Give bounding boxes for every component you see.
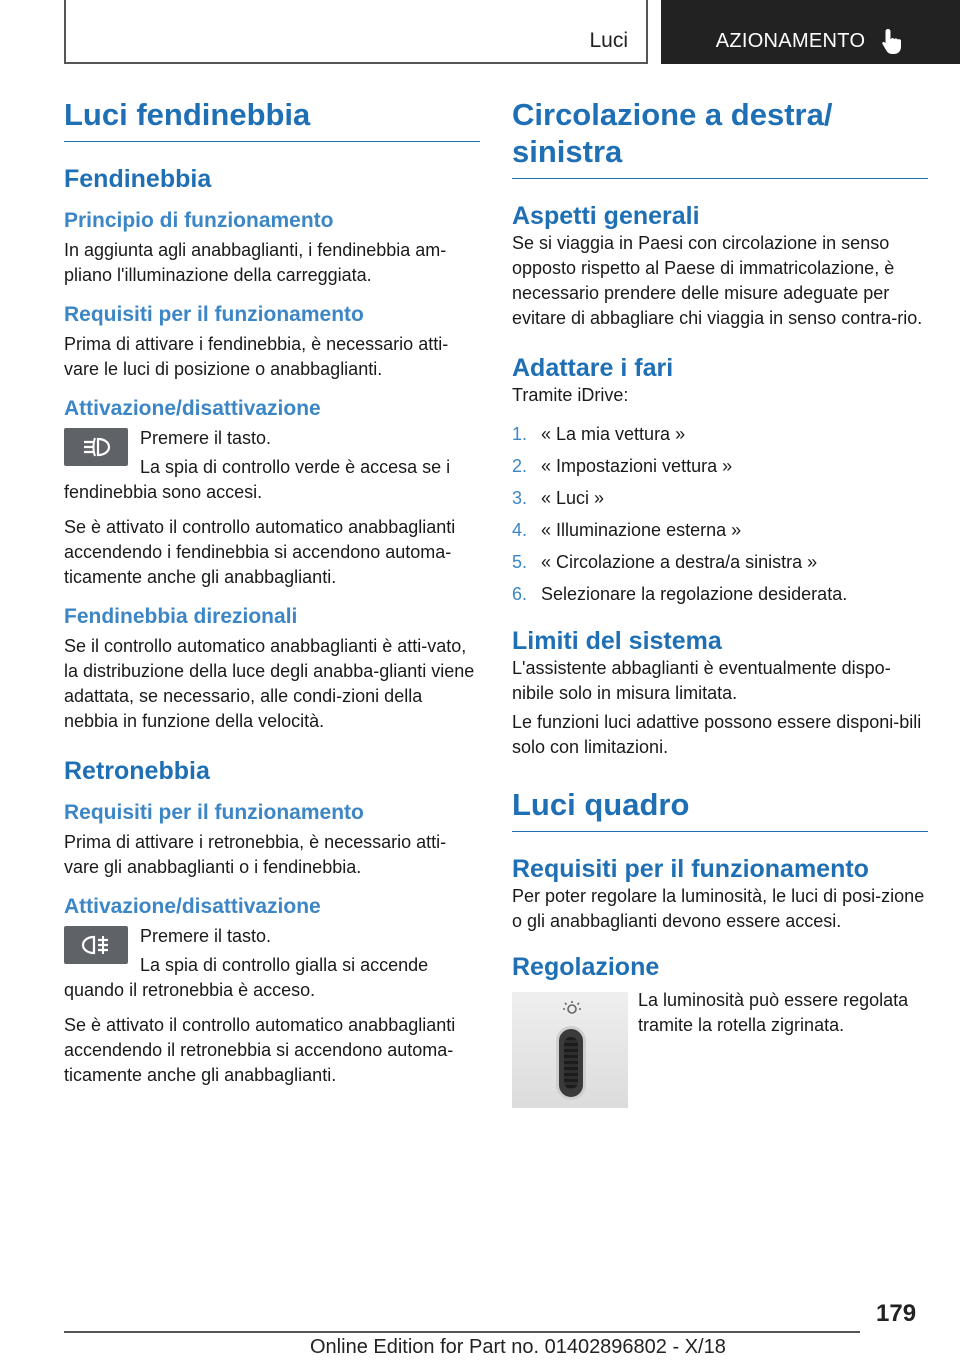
step-text: « Impostazioni vettura » — [541, 456, 733, 476]
heading-front-fog-activation: Attivazione/disattivazione — [64, 397, 321, 420]
text-rear-fog-indicator: La spia di controllo gialla si accende quando il retronebbia è acceso. — [64, 955, 429, 1000]
left-column — [64, 96, 480, 1098]
text-rear-fog-requirements: Prima di attivare i retronebbia, è necessario atti-vare gli anabbaglianti o i fendinebbia. — [64, 832, 447, 877]
step-number: 1. — [512, 424, 528, 444]
heading-rear-fog-activation: Attivazione/disattivazione — [64, 895, 321, 918]
footer-divider — [64, 1331, 860, 1333]
text-rear-fog-press: Premere il tasto. — [140, 926, 272, 946]
list-item — [512, 546, 928, 578]
rear-fog-light-icon — [79, 932, 113, 958]
knurled-wheel — [556, 1026, 586, 1100]
header-section-title: Luci — [589, 29, 628, 52]
front-fog-button-image — [64, 428, 128, 466]
front-fog-activation-block — [64, 426, 480, 515]
heading-adapt-headlights: Adattare i fari — [512, 354, 674, 382]
heading-directional-fog: Fendinebbia direzionali — [64, 605, 298, 628]
step-number: 4. — [512, 520, 528, 540]
heading-front-fog-requirements: Requisiti per il funzionamento — [64, 303, 364, 326]
text-directional-fog: Se il controllo automatico anabbaglianti è atti-vato, la distribuzione della luce degli anabba-glianti viene adattata, se necessario, alle condi-zioni della nebbia in funzione della velocità. — [64, 636, 475, 731]
heading-system-limits: Limiti del sistema — [512, 627, 722, 655]
pointing-hand-icon — [879, 27, 905, 55]
list-item — [512, 482, 928, 514]
step-text: « Illuminazione esterna » — [541, 520, 742, 540]
header-chapter-title: AZIONAMENTO — [715, 29, 866, 52]
header-chapter-tab — [661, 0, 960, 64]
heading-adjustment: Regolazione — [512, 953, 660, 981]
step-text: Selezionare la regolazione desiderata. — [541, 584, 848, 604]
step-text: « La mia vettura » — [541, 424, 686, 444]
front-fog-light-icon — [79, 434, 113, 460]
text-front-fog-press: Premere il tasto. — [140, 428, 272, 448]
section-title-traffic-side: Circolazione a destra/ sinistra — [512, 96, 928, 179]
step-text: « Circolazione a destra/a sinistra » — [541, 552, 818, 572]
list-item — [512, 418, 928, 450]
step-number: 5. — [512, 552, 528, 572]
step-text: « Luci » — [541, 488, 605, 508]
rear-fog-activation-block — [64, 924, 480, 1013]
header-section-box — [64, 0, 648, 64]
instrument-lighting-dimmer-wheel — [512, 992, 628, 1108]
adjustment-block — [512, 988, 928, 1112]
section-title-fog-lights: Luci fendinebbia — [64, 96, 480, 142]
idrive-steps-list — [512, 418, 928, 610]
heading-principle: Principio di funzionamento — [64, 209, 334, 232]
step-number: 6. — [512, 584, 528, 604]
text-idrive-intro: Tramite iDrive: — [512, 385, 629, 405]
list-item — [512, 450, 928, 482]
list-item — [512, 514, 928, 546]
text-general: Se si viaggia in Paesi con circolazione in senso opposto rispetto al Paese di immatricolazione, è necessario prendere delle misure adeguate per evitare di abbagliare chi viaggia in senso contra-rio. — [512, 233, 923, 328]
step-number: 2. — [512, 456, 528, 476]
text-limits-2: Le funzioni luci adattive possono essere disponi-bili solo con limitazioni. — [512, 712, 922, 757]
right-column — [512, 96, 928, 1112]
heading-rear-fog: Retronebbia — [64, 757, 210, 785]
text-adjustment: La luminosità può essere regolata tramite la rotella zigrinata. — [638, 990, 909, 1035]
heading-front-fog: Fendinebbia — [64, 165, 212, 193]
rear-fog-button-image — [64, 926, 128, 964]
section-title-instrument-lighting: Luci quadro — [512, 786, 928, 832]
text-principle: In aggiunta agli anabbaglianti, i fendinebbia am-pliano l'illuminazione della carreggiata. — [64, 240, 447, 285]
text-rear-fog-auto: Se è attivato il controllo automatico anabbaglianti accendendo il retronebbia si accendono automa-ticamente anche gli anabbaglianti. — [64, 1015, 456, 1085]
page-number: 179 — [876, 1300, 917, 1327]
footer-edition: Online Edition for Part no. 01402896802 - X/18 — [310, 1336, 726, 1358]
text-front-fog-auto: Se è attivato il controllo automatico anabbaglianti accendendo i fendinebbia si accendono automa-ticamente anche gli anabbaglianti. — [64, 517, 456, 587]
heading-instrument-requirements: Requisiti per il funzionamento — [512, 855, 869, 883]
heading-rear-fog-requirements: Requisiti per il funzionamento — [64, 801, 364, 824]
dimmer-light-icon — [562, 1000, 582, 1016]
text-front-fog-indicator: La spia di controllo verde è accesa se i fendinebbia sono accesi. — [64, 457, 451, 502]
text-limits-1: L'assistente abbaglianti è eventualmente dispo-nibile solo in misura limitata. — [512, 658, 891, 703]
text-instrument-requirements: Per poter regolare la luminosità, le luci di posi-zione o gli anabbaglianti devono essere accesi. — [512, 886, 925, 931]
heading-general: Aspetti generali — [512, 202, 700, 230]
step-number: 3. — [512, 488, 528, 508]
list-item — [512, 578, 928, 610]
text-front-fog-requirements: Prima di attivare i fendinebbia, è necessario atti-vare le luci di posizione o anabbaglianti. — [64, 334, 449, 379]
